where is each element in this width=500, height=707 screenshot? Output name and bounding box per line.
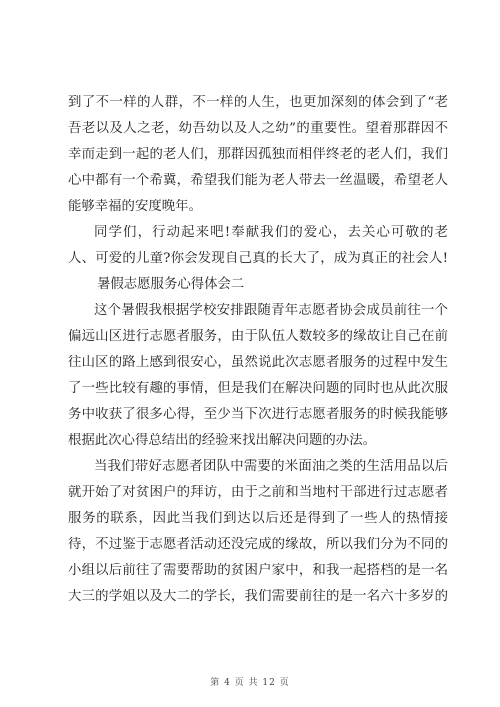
paragraph-line: 服务的联系，因此当我们到达以后还是得到了一些人的热情接 [68, 511, 448, 526]
paragraph-line: 务中收获了很多心得，至少当下次进行志愿者服务的时候我能够 [68, 407, 448, 422]
paragraph-line: 小组以后前往了需要帮助的贫困户家中，和我一起搭档的是一名 [68, 563, 448, 578]
paragraph-line: 能够幸福的安度晚年。 [68, 199, 202, 214]
paragraph-line: 人、可爱的儿童?你会发现自己真的长大了，成为真正的社会人! [68, 251, 448, 266]
paragraph-line: 心中都有一个希冀，希望我们能为老人带去一丝温暖，希望老人 [68, 173, 448, 188]
paragraph-line: 就开始了对贫困户的拜访，由于之前和当地村干部进行过志愿者 [68, 485, 448, 500]
paragraph-line: 到了不一样的人群，不一样的人生，也更加深刻的体会到了“老 [68, 95, 448, 110]
paragraph-line: 了一些比较有趣的事情，但是我们在解决问题的同时也从此次服 [68, 381, 448, 396]
paragraph-line: 幸而走到一起的老人们，那群因孤独而相伴终老的老人们，我们 [68, 147, 448, 162]
paragraph-line: 当我们带好志愿者团队中需要的米面油之类的生活用品以后 [94, 459, 448, 474]
paragraph-line: 吾老以及人之老，幼吾幼以及人之幼”的重要性。望着那群因不 [68, 121, 448, 136]
paragraph-line: 大三的学姐以及大二的学长，我们需要前往的是一名六十多岁的 [68, 589, 448, 604]
page-number-footer: 第 4 页 共 12 页 [210, 678, 290, 688]
paragraph-line: 偏远山区进行志愿者服务，由于队伍人数较多的缘故让自己在前 [68, 329, 448, 344]
paragraph-line: 往山区的路上感到很安心，虽然说此次志愿者服务的过程中发生 [68, 355, 448, 370]
section-heading: 暑假志愿服务心得体会二 [97, 277, 245, 292]
paragraph-line: 根据此次心得总结出的经验来找出解决问题的办法。 [68, 433, 376, 448]
paragraph-line: 待，不过鉴于志愿者活动还没完成的缘故，所以我们分为不同的 [68, 537, 448, 552]
paragraph-line: 这个暑假我根据学校安排跟随青年志愿者协会成员前往一个 [94, 303, 448, 318]
paragraph-line: 同学们，行动起来吧!奉献我们的爱心，去关心可敬的老 [94, 225, 448, 240]
